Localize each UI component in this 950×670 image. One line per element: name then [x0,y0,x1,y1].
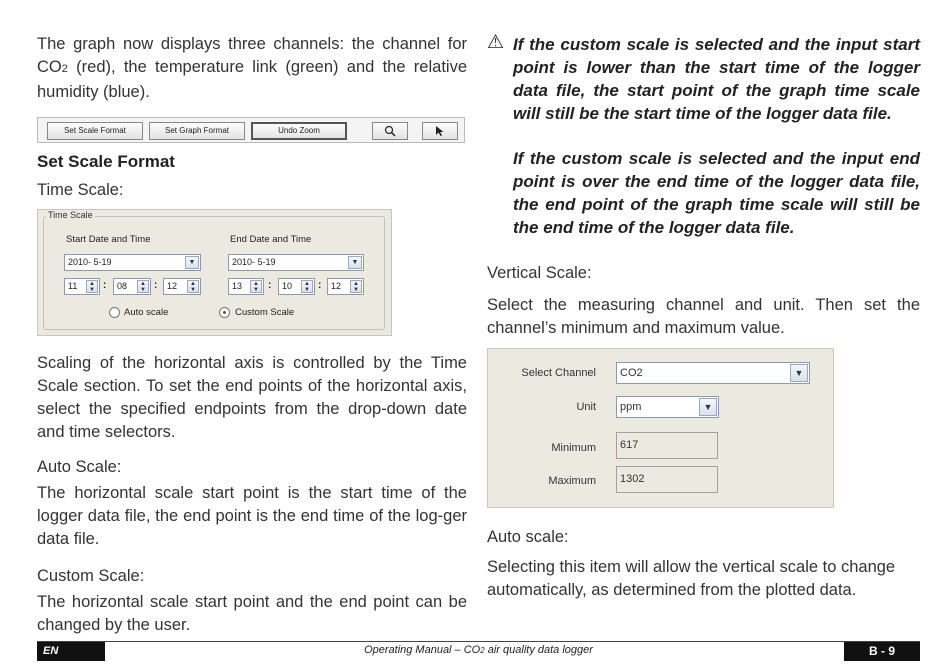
auto-scale-vertical-paragraph: Selecting this item will allow the vertical scale to change automatically, as determined from the plotted data. [487,558,896,599]
start-date-select[interactable]: 2010- 5-19 ▼ [64,254,201,271]
footer-language: EN [37,642,105,661]
end-date-select[interactable]: 2010- 5-19 ▼ [228,254,364,271]
custom-scale-paragraph: The horizontal scale start point and the end point can be changed by the user. [37,593,467,634]
vertical-scale-paragraph: Select the measuring channel and unit. Then set the channel’s minimum and maximum value. [487,296,920,337]
end-second-spinner[interactable]: 12 ▲ ▼ [327,278,364,295]
maximum-label: Maximum [548,475,596,487]
start-hour-spinner[interactable]: 11 ▲ ▼ [64,278,100,295]
magnifier-icon [384,125,396,137]
chevron-down-icon[interactable]: ▼ [790,364,808,382]
time-scale-label: Time Scale: [37,181,124,199]
chevron-down-icon[interactable]: ▼ [348,256,362,269]
spinner-arrows-icon[interactable]: ▲ ▼ [350,280,362,293]
minimum-label: Minimum [551,442,596,454]
chevron-down-icon[interactable]: ▼ [699,398,717,416]
custom-scale-radio-label: Custom Scale [235,307,295,318]
spinner-arrows-icon[interactable]: ▲ ▼ [137,280,149,293]
graph-toolbar [37,117,465,143]
select-channel-dropdown[interactable]: CO2 ▼ [616,362,810,384]
time-separator: : [103,280,107,291]
end-minute-spinner[interactable]: 10 ▲ ▼ [278,278,315,295]
start-minute-spinner[interactable]: 08 ▲ ▼ [113,278,151,295]
auto-scale-paragraph: The horizontal scale start point is the start time of the logger data file, the end point is the end time of the log-ger data file. [37,484,467,548]
time-separator: : [318,280,322,291]
auto-scale-vertical-heading: Auto scale: [487,528,569,546]
set-graph-format-button[interactable]: Set Graph Format [149,122,245,140]
unit-dropdown[interactable]: ppm ▼ [616,396,719,418]
start-date-label: Start Date and Time [66,234,151,245]
footer-page-number: B - 9 [844,642,920,661]
undo-zoom-button[interactable]: Undo Zoom [251,122,347,140]
time-separator: : [268,280,272,291]
warning-start-paragraph: If the custom scale is selected and the input start point is lower than the start time of the logger data file, the start point of the graph time scale will still be the start time of the logger data file. [513,35,920,123]
auto-scale-radio[interactable] [109,307,120,318]
end-date-label: End Date and Time [230,234,312,245]
maximum-input[interactable]: 1302 [616,466,718,493]
time-separator: : [154,280,158,291]
cursor-icon [434,125,446,137]
auto-scale-heading: Auto Scale: [37,458,122,476]
warning-end-paragraph: If the custom scale is selected and the input end point is over the end time of the logger data file, the end point of the graph time scale will still be the end time of the logger data file. [513,149,920,237]
set-scale-format-button[interactable]: Set Scale Format [47,122,143,140]
set-scale-format-heading: Set Scale Format [37,152,175,171]
auto-scale-radio-label: Auto scale [124,307,169,318]
page-footer [37,641,920,661]
spinner-arrows-icon[interactable]: ▲ ▼ [187,280,199,293]
vertical-scale-panel [487,348,834,508]
unit-label: Unit [576,401,596,413]
footer-title: Operating Manual – CO2 air quality data logger [364,644,593,656]
vertical-scale-heading: Vertical Scale: [487,264,592,282]
spinner-arrows-icon[interactable]: ▲ ▼ [301,280,313,293]
intro-paragraph: The graph now displays three channels: the channel for CO2 (red), the temperature link (green) and the relative humidity (blue). [37,35,467,101]
scaling-paragraph: Scaling of the horizontal axis is controlled by the Time Scale section. To set the end points of the horizontal axis, select the specified endpoints from the drop-down date and time selectors. [37,354,467,441]
spinner-arrows-icon[interactable]: ▲ ▼ [86,280,98,293]
warning-icon: ⚠ [487,32,505,53]
end-hour-spinner[interactable]: 13 ▲ ▼ [228,278,264,295]
zoom-button[interactable] [372,122,408,140]
spinner-arrows-icon[interactable]: ▲ ▼ [250,280,262,293]
pointer-button[interactable] [422,122,458,140]
custom-scale-heading: Custom Scale: [37,567,145,585]
minimum-input[interactable]: 617 [616,432,718,459]
time-scale-panel [37,209,392,336]
select-channel-label: Select Channel [521,367,596,379]
time-scale-legend: Time Scale [48,210,93,220]
start-second-spinner[interactable]: 12 ▲ ▼ [163,278,201,295]
chevron-down-icon[interactable]: ▼ [185,256,199,269]
custom-scale-radio[interactable] [219,307,230,318]
